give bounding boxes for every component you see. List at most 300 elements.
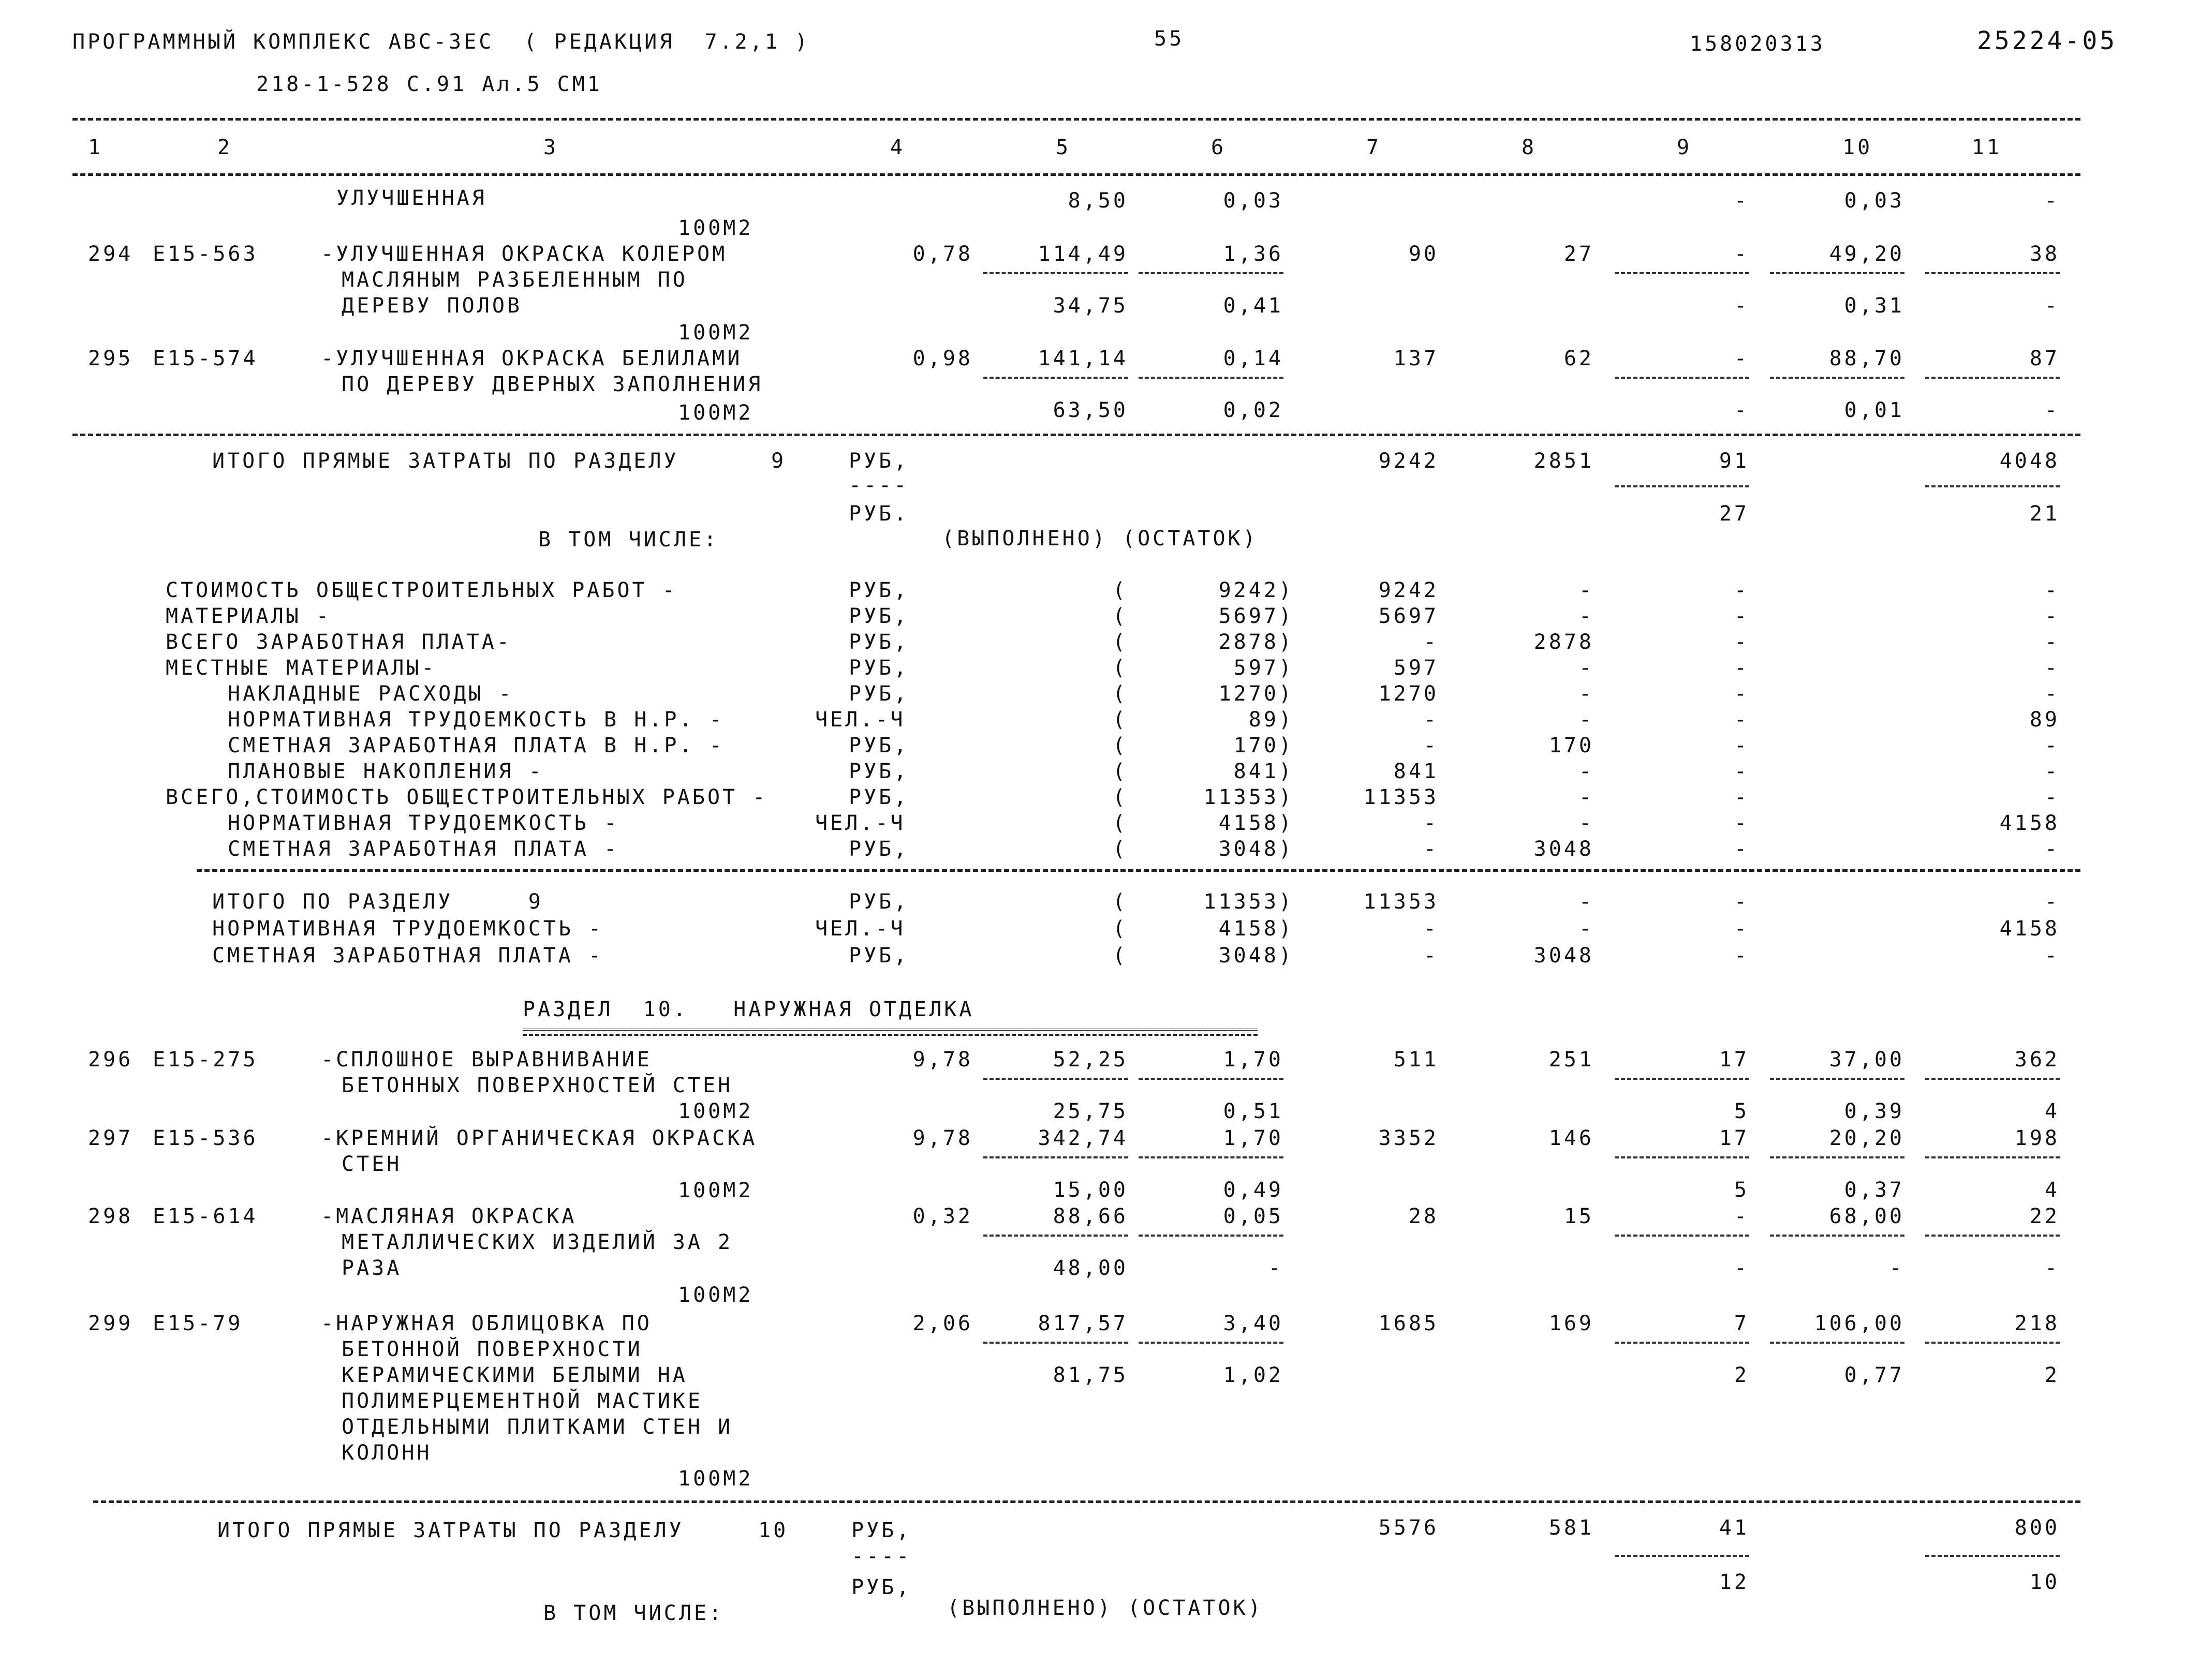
cell-separator bbox=[1925, 1235, 2060, 1237]
row-unit: 100М2 bbox=[678, 401, 754, 425]
cell-separator bbox=[983, 1078, 1128, 1080]
breakdown-label: СМЕТНАЯ ЗАРАБОТНАЯ ПЛАТА В Н.Р. - bbox=[228, 734, 725, 757]
total-section-number: 9 bbox=[771, 449, 787, 473]
row-subcell: - bbox=[2044, 398, 2060, 422]
cell-separator bbox=[1770, 1342, 1904, 1344]
row-cell: 17 bbox=[1719, 1048, 1749, 1072]
row-subcell: - bbox=[2044, 294, 2060, 318]
breakdown-cell: - bbox=[1734, 656, 1749, 680]
row-cell: 198 bbox=[2014, 1126, 2060, 1150]
row-cell: 2,06 bbox=[912, 1312, 973, 1335]
cell-separator bbox=[1139, 1235, 1283, 1237]
row-subcell: 0,51 bbox=[1223, 1099, 1283, 1123]
row-subcell: 63,50 bbox=[1053, 398, 1128, 422]
cell-separator bbox=[1770, 1156, 1904, 1158]
section-total-cell: - bbox=[1734, 890, 1749, 914]
row-subcell: 0,37 bbox=[1844, 1178, 1904, 1202]
section-total-cell: 11353 bbox=[1363, 890, 1439, 914]
row-subcell: 4 bbox=[2044, 1178, 2060, 1202]
cell-separator bbox=[1925, 1555, 2060, 1557]
breakdown-value: 5697) bbox=[1218, 604, 1294, 628]
total-subcell: 27 bbox=[1719, 502, 1749, 526]
breakdown-cell: - bbox=[1578, 578, 1594, 602]
cell-separator bbox=[1139, 1156, 1283, 1158]
total-cell: 800 bbox=[2014, 1516, 2060, 1540]
total-cell: 9242 bbox=[1378, 449, 1439, 473]
paren-open: ( bbox=[1113, 811, 1128, 835]
breakdown-cell: - bbox=[1423, 734, 1439, 757]
row-cell: 106,00 bbox=[1814, 1312, 1904, 1335]
paren-open: ( bbox=[1113, 630, 1128, 654]
cell-separator bbox=[1925, 1078, 2060, 1080]
breakdown-cell: - bbox=[1578, 811, 1594, 835]
row-cell: 0,14 bbox=[1223, 347, 1283, 370]
breakdown-cell: 9242 bbox=[1378, 578, 1439, 602]
row-cell: 114,49 bbox=[1038, 242, 1128, 266]
row-code: Е15-614 bbox=[153, 1205, 258, 1228]
breakdown-cell: - bbox=[1734, 811, 1749, 835]
row-cell: 37,00 bbox=[1829, 1048, 1904, 1072]
row-subcell: 4 bbox=[2044, 1099, 2060, 1123]
cell-separator bbox=[1139, 1342, 1283, 1344]
row-description: -МАСЛЯНАЯ ОКРАСКА bbox=[321, 1205, 577, 1228]
row-unit: 100М2 bbox=[678, 1467, 754, 1491]
breakdown-cell: - bbox=[1578, 760, 1594, 783]
row-subcell: - bbox=[1734, 398, 1749, 422]
breakdown-value: 2878) bbox=[1218, 630, 1294, 654]
row-cell: 62 bbox=[1563, 347, 1594, 370]
breakdown-cell: - bbox=[2044, 630, 2060, 654]
row-cell: 141,14 bbox=[1038, 347, 1128, 370]
row-cell: - bbox=[2044, 189, 2060, 213]
breakdown-cell: - bbox=[1423, 708, 1439, 732]
breakdown-cell: - bbox=[2044, 604, 2060, 628]
total-cell: 4048 bbox=[1999, 449, 2060, 473]
row-subcell: - bbox=[1734, 294, 1749, 318]
breakdown-cell: - bbox=[1734, 708, 1749, 732]
cell-separator bbox=[1615, 1235, 1749, 1237]
column-header-2: 2 bbox=[217, 136, 233, 159]
row-cell: 1,70 bbox=[1223, 1048, 1283, 1072]
breakdown-cell: - bbox=[1734, 682, 1749, 706]
breakdown-cell: 2878 bbox=[1533, 630, 1594, 654]
row-cell: 8,50 bbox=[1068, 189, 1128, 213]
row-subcell: 25,75 bbox=[1053, 1099, 1128, 1123]
row-subcell: 5 bbox=[1734, 1178, 1749, 1202]
program-title: ПРОГРАММНЫЙ КОМПЛЕКС АВС-3ЕС ( РЕДАКЦИЯ 7.2,1 ) bbox=[72, 30, 810, 54]
row-cell: 0,32 bbox=[912, 1205, 973, 1228]
breakdown-cell: - bbox=[2044, 682, 2060, 706]
row-cell: 88,66 bbox=[1053, 1205, 1128, 1228]
breakdown-label: МАТЕРИАЛЫ - bbox=[166, 604, 331, 628]
paren-open: ( bbox=[1113, 837, 1128, 861]
row-cell: 1,36 bbox=[1223, 242, 1283, 266]
row-number: 295 bbox=[88, 347, 134, 370]
page-number: 55 bbox=[1154, 27, 1185, 51]
paren-open: ( bbox=[1113, 944, 1128, 968]
breakdown-unit: ЧЕЛ.-Ч bbox=[815, 708, 906, 732]
document-subtitle: 218-1-528 С.91 Ал.5 СМ1 bbox=[256, 72, 602, 96]
paren-open: ( bbox=[1113, 890, 1128, 914]
row-cell: 362 bbox=[2014, 1048, 2060, 1072]
row-cell: 68,00 bbox=[1829, 1205, 1904, 1228]
row-description: СТЕН bbox=[342, 1152, 402, 1176]
column-header-4: 4 bbox=[890, 136, 906, 159]
total-cell: 581 bbox=[1548, 1516, 1594, 1540]
row-description: -СПЛОШНОЕ ВЫРАВНИВАНИЕ bbox=[321, 1048, 652, 1072]
row-cell: - bbox=[1734, 242, 1749, 266]
breakdown-cell: - bbox=[2044, 656, 2060, 680]
row-cell: 146 bbox=[1548, 1126, 1594, 1150]
program-code: 158020313 bbox=[1690, 32, 1825, 56]
section-total-cell: - bbox=[2044, 944, 2060, 968]
row-subcell: 0,49 bbox=[1223, 1178, 1283, 1202]
column-header-5: 5 bbox=[1056, 136, 1071, 159]
breakdown-cell: 841 bbox=[1393, 760, 1439, 783]
row-subcell: - bbox=[1889, 1256, 1904, 1280]
breakdown-value: 1270) bbox=[1218, 682, 1294, 706]
breakdown-cell: 3048 bbox=[1533, 837, 1594, 861]
breakdown-cell: - bbox=[1734, 604, 1749, 628]
row-cell: 7 bbox=[1734, 1312, 1749, 1335]
row-subcell: 2 bbox=[1734, 1363, 1749, 1387]
cell-separator bbox=[983, 1342, 1128, 1344]
breakdown-cell: 1270 bbox=[1378, 682, 1439, 706]
total-subcell: 10 bbox=[2029, 1570, 2060, 1594]
row-description: РАЗА bbox=[342, 1256, 402, 1280]
cell-separator bbox=[1770, 1078, 1904, 1080]
total-cell: 41 bbox=[1719, 1516, 1749, 1540]
row-cell: 0,98 bbox=[912, 347, 973, 370]
total-unit-dash: ---- bbox=[851, 1544, 912, 1568]
cell-separator bbox=[1770, 1235, 1904, 1237]
row-description: -НАРУЖНАЯ ОБЛИЦОВКА ПО bbox=[321, 1312, 652, 1335]
row-cell: 27 bbox=[1563, 242, 1594, 266]
paren-open: ( bbox=[1113, 578, 1128, 602]
total-subcell: 21 bbox=[2029, 502, 2060, 526]
cell-separator bbox=[1139, 272, 1283, 274]
row-unit: 100М2 bbox=[678, 1099, 754, 1123]
row-cell: 22 bbox=[2029, 1205, 2060, 1228]
breakdown-unit: РУБ, bbox=[849, 656, 909, 680]
section-total-cell: - bbox=[1578, 890, 1594, 914]
paren-open: ( bbox=[1113, 760, 1128, 783]
row-cell: 3,40 bbox=[1223, 1312, 1283, 1335]
row-cell: 169 bbox=[1548, 1312, 1594, 1335]
row-subcell: 0,39 bbox=[1844, 1099, 1904, 1123]
row-code: Е15-79 bbox=[153, 1312, 243, 1335]
breakdown-cell: - bbox=[1734, 785, 1749, 809]
breakdown-label: СМЕТНАЯ ЗАРАБОТНАЯ ПЛАТА - bbox=[228, 837, 619, 861]
section-total-label: СМЕТНАЯ ЗАРАБОТНАЯ ПЛАТА - bbox=[212, 944, 604, 968]
breakdown-cell: - bbox=[2044, 578, 2060, 602]
row-subcell: 0,02 bbox=[1223, 398, 1283, 422]
breakdown-cell: - bbox=[1423, 630, 1439, 654]
breakdown-value: 9242) bbox=[1218, 578, 1294, 602]
cell-separator bbox=[1925, 377, 2060, 379]
cell-separator bbox=[1925, 1342, 2060, 1344]
breakdown-label: МЕСТНЫЕ МАТЕРИАЛЫ- bbox=[166, 656, 437, 680]
header-rule-top bbox=[72, 118, 2080, 121]
row-code: Е15-563 bbox=[153, 242, 258, 266]
breakdown-cell: - bbox=[2044, 760, 2060, 783]
breakdown-label: НОРМАТИВНАЯ ТРУДОЕМКОСТЬ В Н.Р. - bbox=[228, 708, 725, 732]
row-description: -УЛУЧШЕННАЯ ОКРАСКА БЕЛИЛАМИ bbox=[321, 347, 743, 370]
breakdown-label: НАКЛАДНЫЕ РАСХОДЫ - bbox=[228, 682, 514, 706]
row-cell: 49,20 bbox=[1829, 242, 1904, 266]
row-description: -УЛУЧШЕННАЯ ОКРАСКА КОЛЕРОМ bbox=[321, 242, 728, 266]
column-header-11: 11 bbox=[1972, 136, 2002, 159]
cell-separator bbox=[1615, 1555, 1749, 1557]
row-cell: 0,03 bbox=[1223, 189, 1283, 213]
breakdown-label: ВСЕГО,СТОИМОСТЬ ОБЩЕСТРОИТЕЛЬНЫХ РАБОТ - bbox=[166, 785, 768, 809]
row-description: БЕТОННОЙ ПОВЕРХНОСТИ bbox=[342, 1337, 643, 1361]
row-cell: - bbox=[1734, 347, 1749, 370]
cell-separator bbox=[1615, 377, 1749, 379]
column-header-6: 6 bbox=[1211, 136, 1227, 159]
row-subcell: 81,75 bbox=[1053, 1363, 1128, 1387]
breakdown-cell: 5697 bbox=[1378, 604, 1439, 628]
including-label: В ТОМ ЧИСЛЕ: bbox=[538, 528, 719, 552]
cell-separator bbox=[1615, 1078, 1749, 1080]
breakdown-value: 3048) bbox=[1218, 837, 1294, 861]
paren-open: ( bbox=[1113, 785, 1128, 809]
total-subcell: 12 bbox=[1719, 1570, 1749, 1594]
row-number: 298 bbox=[88, 1205, 134, 1228]
row-subcell: - bbox=[1734, 1256, 1749, 1280]
section-total-unit: РУБ, bbox=[849, 944, 909, 968]
section-total-label: НОРМАТИВНАЯ ТРУДОЕМКОСТЬ - bbox=[212, 917, 604, 941]
breakdown-cell: 4158 bbox=[1999, 811, 2060, 835]
paren-open: ( bbox=[1113, 734, 1128, 757]
breakdown-cell: - bbox=[1734, 734, 1749, 757]
section-rule bbox=[72, 434, 2080, 436]
section-total-cell: - bbox=[1423, 917, 1439, 941]
row-cell: - bbox=[1734, 189, 1749, 213]
row-cell: 38 bbox=[2029, 242, 2060, 266]
section-total-value: 4158) bbox=[1218, 917, 1294, 941]
breakdown-unit: РУБ, bbox=[849, 785, 909, 809]
total-unit: РУБ, bbox=[849, 449, 909, 473]
cell-separator bbox=[983, 377, 1128, 379]
paren-open: ( bbox=[1113, 682, 1128, 706]
done-remaining-label: (ВЫПОЛНЕНО) (ОСТАТОК) bbox=[942, 527, 1258, 551]
total-unit: РУБ. bbox=[849, 502, 909, 526]
paren-open: ( bbox=[1113, 656, 1128, 680]
breakdown-unit: РУБ, bbox=[849, 734, 909, 757]
section-rule bbox=[93, 1500, 2080, 1503]
row-description: МЕТАЛЛИЧЕСКИХ ИЗДЕЛИЙ ЗА 2 bbox=[342, 1230, 733, 1254]
row-description: -КРЕМНИЙ ОРГАНИЧЕСКАЯ ОКРАСКА bbox=[321, 1126, 758, 1150]
total-section-number: 10 bbox=[758, 1519, 789, 1542]
row-cell: 0,78 bbox=[912, 242, 973, 266]
breakdown-value: 170) bbox=[1233, 734, 1294, 757]
column-header-1: 1 bbox=[88, 136, 104, 159]
row-description: КЕРАМИЧЕСКИМИ БЕЛЫМИ НА bbox=[342, 1363, 688, 1387]
column-header-3: 3 bbox=[543, 136, 559, 159]
row-code: Е15-275 bbox=[153, 1048, 258, 1072]
total-label: ИТОГО ПРЯМЫЕ ЗАТРАТЫ ПО РАЗДЕЛУ bbox=[212, 449, 679, 473]
breakdown-cell: 11353 bbox=[1363, 785, 1439, 809]
row-subcell: 0,01 bbox=[1844, 398, 1904, 422]
paren-open: ( bbox=[1113, 708, 1128, 732]
row-subcell: 5 bbox=[1734, 1099, 1749, 1123]
row-cell: 817,57 bbox=[1038, 1312, 1128, 1335]
breakdown-value: 11353) bbox=[1203, 785, 1294, 809]
section-total-unit: ЧЕЛ.-Ч bbox=[815, 917, 906, 941]
row-text: УЛУЧШЕННАЯ bbox=[336, 186, 487, 210]
cell-separator bbox=[983, 1156, 1128, 1158]
row-cell: 88,70 bbox=[1829, 347, 1904, 370]
row-description: МАСЛЯНЫМ РАЗБЕЛЕННЫМ ПО bbox=[342, 268, 688, 292]
section-title: РАЗДЕЛ 10. НАРУЖНАЯ ОТДЕЛКА bbox=[523, 998, 975, 1021]
row-cell: 1685 bbox=[1378, 1312, 1439, 1335]
row-cell: 17 bbox=[1719, 1126, 1749, 1150]
row-subcell: - bbox=[2044, 1256, 2060, 1280]
breakdown-cell: - bbox=[1734, 837, 1749, 861]
column-header-8: 8 bbox=[1522, 136, 1537, 159]
document-number: 25224-05 bbox=[1977, 26, 2118, 55]
total-cell: 2851 bbox=[1533, 449, 1594, 473]
breakdown-cell: - bbox=[1578, 656, 1594, 680]
row-unit: 100М2 bbox=[678, 216, 754, 240]
cell-separator bbox=[1615, 485, 1749, 487]
section-total-cell: 4158 bbox=[1999, 917, 2060, 941]
breakdown-label: СТОИМОСТЬ ОБЩЕСТРОИТЕЛЬНЫХ РАБОТ - bbox=[166, 578, 677, 602]
breakdown-value: 841) bbox=[1233, 760, 1294, 783]
breakdown-label: НОРМАТИВНАЯ ТРУДОЕМКОСТЬ - bbox=[228, 811, 619, 835]
row-description: ДЕРЕВУ ПОЛОВ bbox=[342, 294, 522, 318]
breakdown-unit: РУБ, bbox=[849, 837, 909, 861]
paren-open: ( bbox=[1113, 917, 1128, 941]
cell-separator bbox=[1615, 1342, 1749, 1344]
row-subcell: 48,00 bbox=[1053, 1256, 1128, 1280]
including-label: В ТОМ ЧИСЛЕ: bbox=[543, 1601, 724, 1625]
breakdown-cell: - bbox=[1734, 578, 1749, 602]
row-cell: 87 bbox=[2029, 347, 2060, 370]
breakdown-cell: - bbox=[1423, 837, 1439, 861]
section-total-label: ИТОГО ПО РАЗДЕЛУ 9 bbox=[212, 890, 543, 914]
row-number: 297 bbox=[88, 1126, 134, 1150]
row-cell: 0,05 bbox=[1223, 1205, 1283, 1228]
row-cell: 9,78 bbox=[912, 1048, 973, 1072]
cell-separator bbox=[1925, 272, 2060, 274]
cell-separator bbox=[1925, 485, 2060, 487]
cell-separator bbox=[983, 1235, 1128, 1237]
row-number: 299 bbox=[88, 1312, 134, 1335]
row-cell: 15 bbox=[1563, 1205, 1594, 1228]
section-total-value: 11353) bbox=[1203, 890, 1294, 914]
section-rule bbox=[197, 869, 2080, 872]
cell-separator bbox=[1615, 272, 1749, 274]
row-cell: 1,70 bbox=[1223, 1126, 1283, 1150]
row-code: Е15-574 bbox=[153, 347, 258, 370]
row-cell: 9,78 bbox=[912, 1126, 973, 1150]
breakdown-value: 4158) bbox=[1218, 811, 1294, 835]
breakdown-cell: - bbox=[1423, 811, 1439, 835]
breakdown-cell: - bbox=[1578, 785, 1594, 809]
row-subcell: 0,77 bbox=[1844, 1363, 1904, 1387]
breakdown-cell: - bbox=[2044, 837, 2060, 861]
cell-separator bbox=[1770, 272, 1904, 274]
column-header-7: 7 bbox=[1366, 136, 1382, 159]
row-cell: 28 bbox=[1408, 1205, 1439, 1228]
row-cell: 52,25 bbox=[1053, 1048, 1128, 1072]
breakdown-unit: РУБ, bbox=[849, 604, 909, 628]
cell-separator bbox=[1615, 1156, 1749, 1158]
section-total-cell: - bbox=[2044, 890, 2060, 914]
section-total-cell: 3048 bbox=[1533, 944, 1594, 968]
row-cell: 137 bbox=[1393, 347, 1439, 370]
section-total-value: 3048) bbox=[1218, 944, 1294, 968]
breakdown-value: 597) bbox=[1233, 656, 1294, 680]
row-cell: 20,20 bbox=[1829, 1126, 1904, 1150]
row-unit: 100М2 bbox=[678, 1179, 754, 1202]
row-description: КОЛОНН bbox=[342, 1441, 432, 1465]
row-description: БЕТОННЫХ ПОВЕРХНОСТЕЙ СТЕН bbox=[342, 1074, 733, 1097]
column-header-9: 9 bbox=[1677, 136, 1692, 159]
row-cell: - bbox=[1734, 1205, 1749, 1228]
breakdown-cell: - bbox=[1578, 708, 1594, 732]
breakdown-cell: - bbox=[1578, 604, 1594, 628]
section-title-underline bbox=[523, 1029, 1258, 1036]
row-unit: 100М2 bbox=[678, 1283, 754, 1307]
row-cell: 342,74 bbox=[1038, 1126, 1128, 1150]
row-number: 294 bbox=[88, 242, 134, 266]
total-cell: 5576 bbox=[1378, 1516, 1439, 1540]
row-description: ПОЛИМЕРЦЕМЕНТНОЙ МАСТИКЕ bbox=[342, 1389, 703, 1413]
breakdown-cell: - bbox=[2044, 734, 2060, 757]
row-unit: 100М2 bbox=[678, 321, 754, 345]
total-unit: РУБ, bbox=[851, 1575, 912, 1599]
row-subcell: 1,02 bbox=[1223, 1363, 1283, 1387]
breakdown-unit: РУБ, bbox=[849, 760, 909, 783]
cell-separator bbox=[1770, 377, 1904, 379]
row-number: 296 bbox=[88, 1048, 134, 1072]
section-total-cell: - bbox=[1578, 917, 1594, 941]
row-description: ПО ДЕРЕВУ ДВЕРНЫХ ЗАПОЛНЕНИЯ bbox=[342, 373, 763, 396]
row-cell: 218 bbox=[2014, 1312, 2060, 1335]
breakdown-value: 89) bbox=[1248, 708, 1294, 732]
breakdown-cell: 170 bbox=[1548, 734, 1594, 757]
cell-separator bbox=[1925, 1156, 2060, 1158]
row-code: Е15-536 bbox=[153, 1126, 258, 1150]
paren-open: ( bbox=[1113, 604, 1128, 628]
cell-separator bbox=[1139, 377, 1283, 379]
breakdown-cell: - bbox=[2044, 785, 2060, 809]
row-subcell: 0,31 bbox=[1844, 294, 1904, 318]
row-cell: 3352 bbox=[1378, 1126, 1439, 1150]
breakdown-unit: РУБ, bbox=[849, 682, 909, 706]
breakdown-unit: РУБ, bbox=[849, 630, 909, 654]
breakdown-label: ПЛАНОВЫЕ НАКОПЛЕНИЯ - bbox=[228, 760, 544, 783]
row-subcell: - bbox=[1268, 1256, 1283, 1280]
row-subcell: 2 bbox=[2044, 1363, 2060, 1387]
header-rule-bottom bbox=[72, 173, 2080, 176]
column-header-10: 10 bbox=[1842, 136, 1873, 159]
breakdown-unit: ЧЕЛ.-Ч bbox=[815, 811, 906, 835]
section-total-unit: РУБ, bbox=[849, 890, 909, 914]
breakdown-cell: - bbox=[1734, 630, 1749, 654]
row-subcell: 0,41 bbox=[1223, 294, 1283, 318]
row-cell: 511 bbox=[1393, 1048, 1439, 1072]
row-subcell: 34,75 bbox=[1053, 294, 1128, 318]
breakdown-label: ВСЕГО ЗАРАБОТНАЯ ПЛАТА- bbox=[166, 630, 512, 654]
breakdown-cell: - bbox=[1578, 682, 1594, 706]
total-label: ИТОГО ПРЯМЫЕ ЗАТРАТЫ ПО РАЗДЕЛУ bbox=[217, 1519, 684, 1542]
total-cell: 91 bbox=[1719, 449, 1749, 473]
row-description: ОТДЕЛЬНЫМИ ПЛИТКАМИ СТЕН И bbox=[342, 1415, 733, 1439]
